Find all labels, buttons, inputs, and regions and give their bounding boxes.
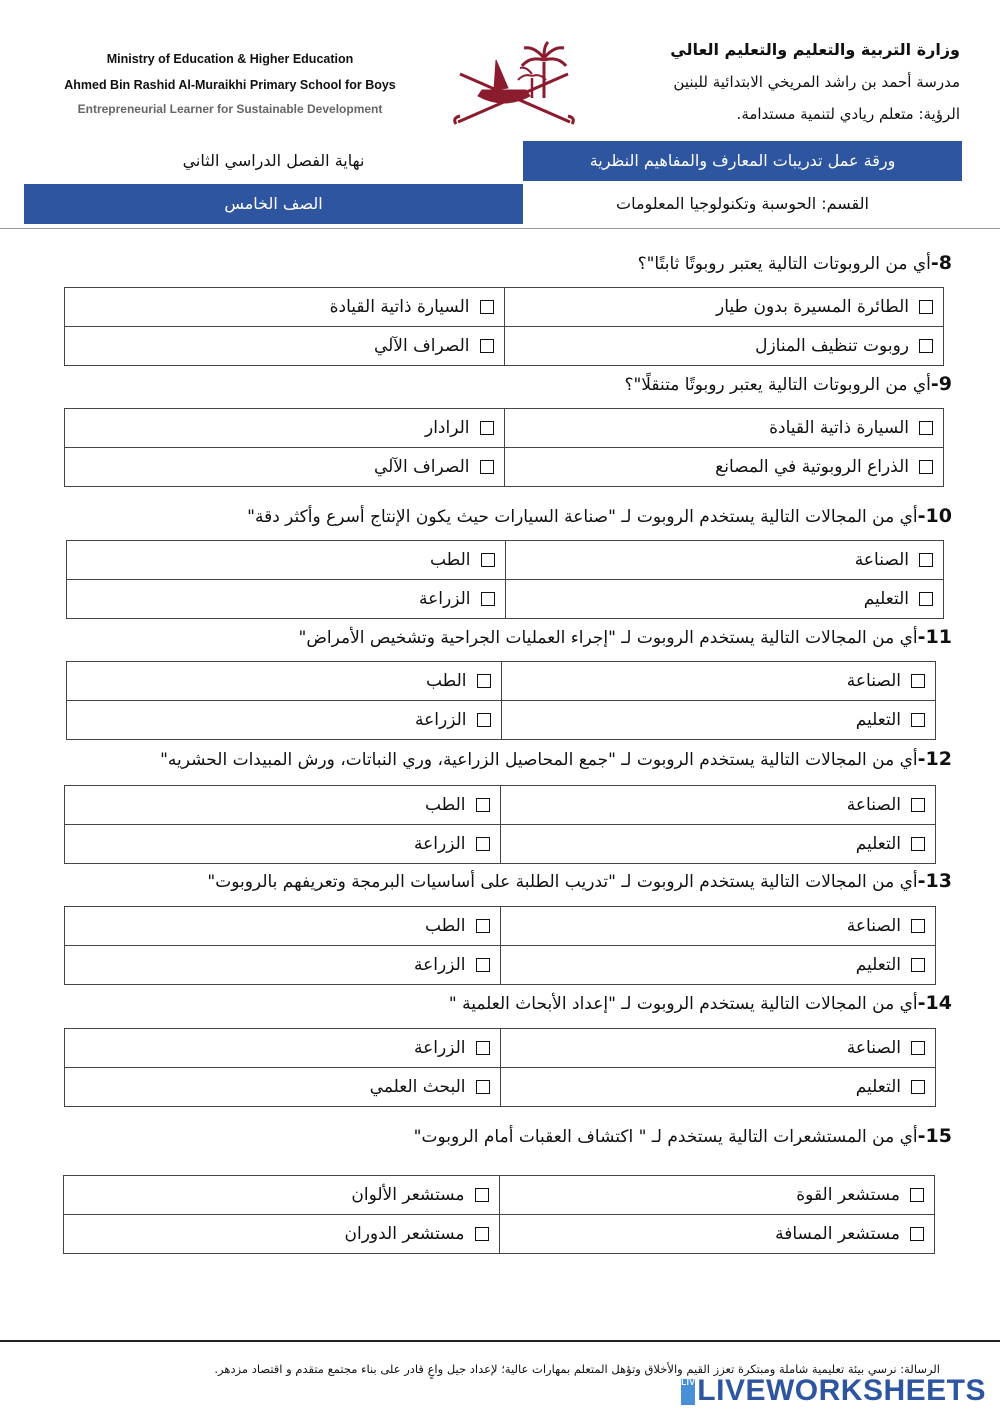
- checkbox-icon[interactable]: [480, 460, 494, 474]
- department-label: القسم: الحوسبة وتكنولوجيا المعلومات: [523, 184, 962, 224]
- option-cell[interactable]: [67, 541, 506, 580]
- brand-badge-icon: LIVE: [681, 1379, 695, 1405]
- question-text: أي من المجالات التالية يستخدم الروبوت لـ "تدريب الطلبة على أساسيات البرمجة وتعريفهم بالروبوت": [207, 872, 918, 892]
- question-10-options: [66, 540, 944, 619]
- option-label: الصناعة: [846, 916, 901, 936]
- option-cell[interactable]: [65, 786, 501, 825]
- worksheet-title: ورقة عمل تدريبات المعارف والمفاهيم النظرية: [523, 141, 962, 181]
- option-label: الصراف الآلي: [373, 457, 470, 477]
- option-label: الطب: [425, 671, 467, 691]
- checkbox-icon[interactable]: [480, 300, 494, 314]
- option-label: مستشعر الألوان: [351, 1185, 465, 1205]
- checkbox-icon[interactable]: [911, 837, 925, 851]
- option-cell[interactable]: [64, 1176, 500, 1215]
- checkbox-icon[interactable]: [911, 1080, 925, 1094]
- option-cell[interactable]: [500, 1068, 936, 1107]
- question-text: أي من المجالات التالية يستخدم الروبوت لـ "إجراء العمليات الجراحية وتشخيص الأمراض": [298, 628, 918, 648]
- checkbox-icon[interactable]: [911, 919, 925, 933]
- question-8-options: [64, 287, 944, 366]
- brand-text: LIVEWORKSHEETS: [697, 1374, 986, 1407]
- option-cell[interactable]: [504, 409, 944, 448]
- question-number: 11-: [917, 626, 952, 648]
- mission-statement: الرسالة: نرسي بيئة تعليمية شاملة ومبتكرة تعزز القيم والأخلاق وتؤهل المتعلم بمهارات عالية؛ لإعداد جيل واعٍ قادر على بناء مجتمع متقدم و اقتصاد مزدهر.: [214, 1362, 940, 1376]
- question-text: أي من المستشعرات التالية يستخدم لـ " اكتشاف العقبات أمام الروبوت": [413, 1127, 918, 1147]
- option-cell[interactable]: [500, 825, 936, 864]
- checkbox-icon[interactable]: [481, 592, 495, 606]
- checkbox-icon[interactable]: [919, 339, 933, 353]
- checkbox-icon[interactable]: [919, 460, 933, 474]
- checkbox-icon[interactable]: [911, 798, 925, 812]
- option-label: الزراعة: [414, 1038, 466, 1058]
- option-cell[interactable]: [504, 327, 944, 366]
- question-text: أي من الروبوتات التالية يعتبر روبوتًا ثابتًا"؟: [637, 254, 931, 274]
- option-label: الصناعة: [846, 671, 901, 691]
- question-number: 15-: [917, 1125, 952, 1147]
- option-label: الطائرة المسيرة بدون طيار: [716, 297, 909, 317]
- question-12-prompt: [160, 748, 952, 770]
- option-label: التعليم: [855, 1077, 901, 1097]
- option-cell[interactable]: [500, 1029, 936, 1068]
- header-ar-ministry: وزارة التربية والتعليم والتعليم العالي: [670, 40, 960, 59]
- option-cell[interactable]: [504, 448, 944, 487]
- option-label: الصراف الآلي: [373, 336, 470, 356]
- question-8-prompt: [638, 252, 952, 274]
- checkbox-icon[interactable]: [911, 713, 925, 727]
- checkbox-icon[interactable]: [919, 592, 933, 606]
- option-cell[interactable]: [67, 662, 502, 701]
- option-cell[interactable]: [65, 409, 505, 448]
- checkbox-icon[interactable]: [919, 421, 933, 435]
- option-label: الصناعة: [854, 550, 909, 570]
- header-en-vision: Entrepreneurial Learner for Sustainable Development: [77, 102, 383, 116]
- checkbox-icon[interactable]: [476, 919, 490, 933]
- checkbox-icon[interactable]: [910, 1227, 924, 1241]
- checkbox-icon[interactable]: [480, 421, 494, 435]
- option-label: الزراعة: [415, 710, 467, 730]
- option-label: التعليم: [855, 834, 901, 854]
- option-label: السيارة ذاتية القيادة: [329, 297, 470, 317]
- option-label: الرادار: [424, 418, 470, 438]
- option-cell[interactable]: [500, 786, 936, 825]
- term-label: نهاية الفصل الدراسي الثاني: [24, 141, 523, 181]
- option-cell[interactable]: [65, 1068, 501, 1107]
- option-cell[interactable]: [499, 1215, 935, 1254]
- option-label: الزراعة: [414, 955, 466, 975]
- checkbox-icon[interactable]: [480, 339, 494, 353]
- option-label: الطب: [424, 916, 466, 936]
- question-text: أي من المجالات التالية يستخدم الروبوت لـ "جمع المحاصيل الزراعية، وري النباتات، ورش المبيدات الحشريه": [160, 750, 918, 770]
- option-cell[interactable]: [65, 288, 505, 327]
- checkbox-icon[interactable]: [911, 1041, 925, 1055]
- option-cell[interactable]: [65, 1029, 501, 1068]
- question-13-options: [64, 906, 936, 985]
- question-15-options: [63, 1175, 935, 1254]
- question-10-prompt: [247, 505, 952, 527]
- option-cell[interactable]: [65, 327, 505, 366]
- option-label: السيارة ذاتية القيادة: [769, 418, 909, 438]
- question-number: 13-: [917, 870, 952, 892]
- option-label: البحث العلمي: [369, 1077, 466, 1097]
- checkbox-icon[interactable]: [919, 300, 933, 314]
- checkbox-icon[interactable]: [910, 1188, 924, 1202]
- option-cell[interactable]: [65, 907, 501, 946]
- option-label: الطب: [429, 550, 471, 570]
- checkbox-icon[interactable]: [477, 713, 491, 727]
- option-cell[interactable]: [65, 825, 501, 864]
- option-cell[interactable]: [505, 580, 944, 619]
- option-cell[interactable]: [65, 448, 505, 487]
- checkbox-icon[interactable]: [911, 958, 925, 972]
- footer-divider: [0, 1340, 1000, 1342]
- question-text: أي من المجالات التالية يستخدم الروبوت لـ "صناعة السيارات حيث يكون الإنتاج أسرع وأكثر دقة": [247, 507, 918, 527]
- question-12-options: [64, 785, 936, 864]
- question-14-prompt: [449, 992, 952, 1014]
- question-text: أي من المجالات التالية يستخدم الروبوت لـ "إعداد الأبحاث العلمية ": [448, 994, 918, 1014]
- option-cell[interactable]: [505, 541, 944, 580]
- grade-label: الصف الخامس: [24, 184, 523, 224]
- question-number: 8-: [930, 252, 952, 274]
- option-label: الصناعة: [846, 1038, 901, 1058]
- question-15-prompt: [414, 1125, 952, 1147]
- option-label: التعليم: [863, 589, 909, 609]
- option-label: الذراع الروبوتية في المصانع: [715, 457, 909, 477]
- checkbox-icon[interactable]: [475, 1188, 489, 1202]
- option-cell[interactable]: [64, 1215, 500, 1254]
- option-cell[interactable]: [65, 946, 501, 985]
- option-cell[interactable]: [500, 946, 936, 985]
- checkbox-icon[interactable]: [919, 553, 933, 567]
- option-label: الزراعة: [419, 589, 471, 609]
- option-cell[interactable]: [501, 701, 936, 740]
- question-14-options: [64, 1028, 936, 1107]
- option-cell[interactable]: [499, 1176, 935, 1215]
- question-number: 10-: [917, 505, 952, 527]
- option-cell[interactable]: [500, 907, 936, 946]
- checkbox-icon[interactable]: [477, 674, 491, 688]
- liveworksheets-logo: [681, 1374, 986, 1408]
- question-11-prompt: [299, 626, 953, 648]
- question-number: 12-: [917, 748, 952, 770]
- question-number: 9-: [930, 373, 952, 395]
- question-text: أي من الروبوتات التالية يعتبر روبوتًا متنقلًا"؟: [624, 375, 931, 395]
- question-13-prompt: [207, 870, 952, 892]
- question-9-prompt: [624, 373, 952, 395]
- question-number: 14-: [917, 992, 952, 1014]
- header-ar-vision: الرؤية: متعلم ريادي لتنمية مستدامة.: [736, 105, 960, 123]
- option-label: مستشعر المسافة: [775, 1224, 900, 1244]
- checkbox-icon[interactable]: [476, 1041, 490, 1055]
- header-divider: [0, 228, 1000, 229]
- option-label: الصناعة: [846, 795, 901, 815]
- question-11-options: [66, 661, 936, 740]
- option-label: الطب: [424, 795, 466, 815]
- option-cell[interactable]: [501, 662, 936, 701]
- option-label: الزراعة: [414, 834, 466, 854]
- checkbox-icon[interactable]: [476, 798, 490, 812]
- option-cell[interactable]: [67, 580, 506, 619]
- option-cell[interactable]: [504, 288, 944, 327]
- option-label: التعليم: [855, 955, 901, 975]
- header-en-ministry: Ministry of Education & Higher Education: [106, 52, 354, 66]
- option-cell[interactable]: [67, 701, 502, 740]
- header-ar-school: مدرسة أحمد بن راشد المريخي الابتدائية للبنين: [673, 73, 960, 91]
- option-label: مستشعر القوة: [796, 1185, 900, 1205]
- checkbox-icon[interactable]: [475, 1227, 489, 1241]
- checkbox-icon[interactable]: [476, 958, 490, 972]
- checkbox-icon[interactable]: [481, 553, 495, 567]
- option-label: روبوت تنظيف المنازل: [755, 336, 909, 356]
- option-label: مستشعر الدوران: [344, 1224, 465, 1244]
- question-9-options: [64, 408, 944, 487]
- checkbox-icon[interactable]: [911, 674, 925, 688]
- checkbox-icon[interactable]: [476, 1080, 490, 1094]
- option-label: التعليم: [855, 710, 901, 730]
- checkbox-icon[interactable]: [476, 837, 490, 851]
- header-en-school: Ahmed Bin Rashid Al-Muraikhi Primary School for Boys: [64, 78, 396, 92]
